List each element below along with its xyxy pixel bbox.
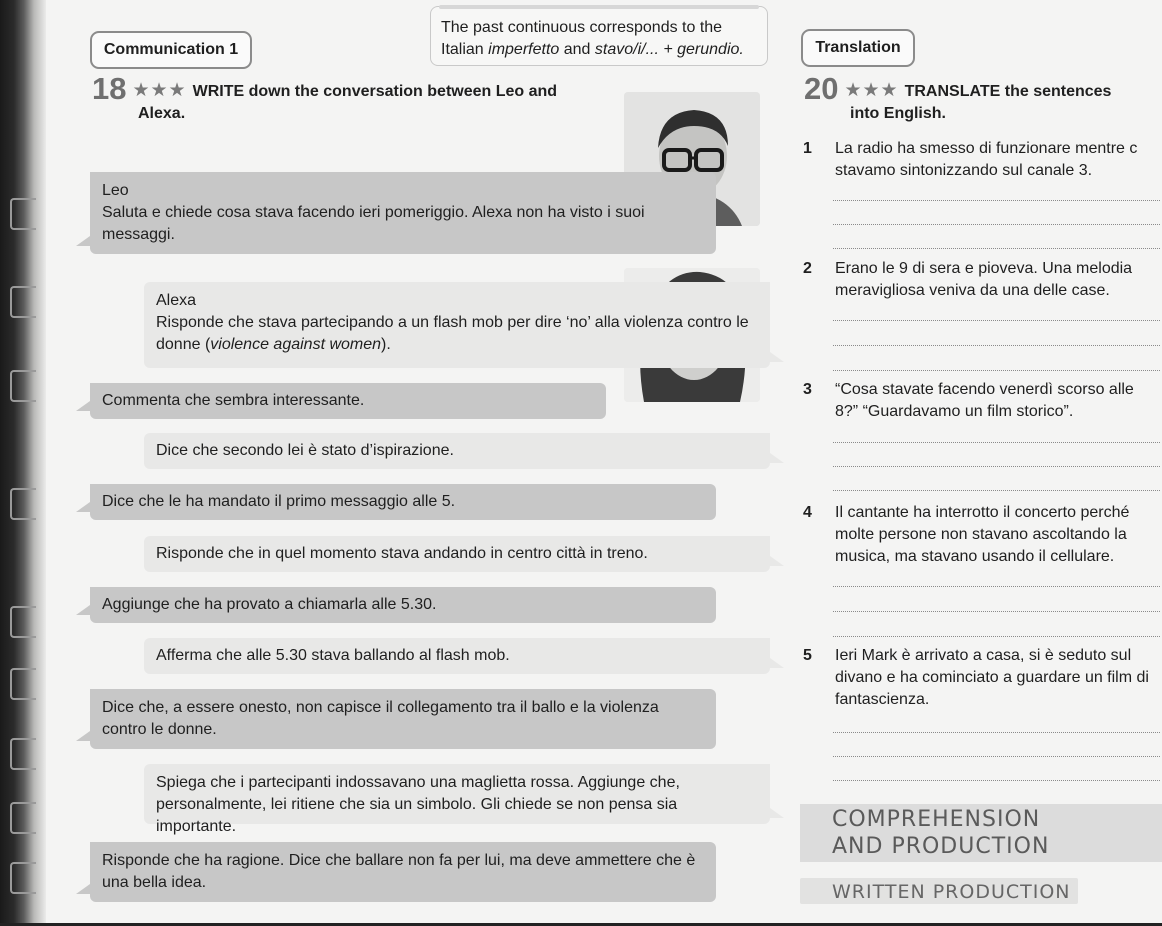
alexa-bubble: Risponde che in quel momento stava andando in centro città in treno. xyxy=(144,536,770,572)
answer-line[interactable] xyxy=(833,224,1160,225)
answer-line[interactable] xyxy=(833,780,1160,781)
item-number: 2 xyxy=(803,260,812,277)
spine-mark xyxy=(10,286,36,318)
alexa-bubble: Afferma che alle 5.30 stava ballando al flash mob. xyxy=(144,638,770,674)
answer-line[interactable] xyxy=(833,466,1160,467)
leo-bubble: Aggiunge che ha provato a chiamarla alle 5.30. xyxy=(90,587,716,623)
translation-item xyxy=(803,645,1161,711)
item-text: “Cosa stavate facendo venerdì scorso alle 8?” “Guardavamo un film storico”. xyxy=(835,381,1134,420)
speaker-name: Leo xyxy=(102,182,129,199)
answer-line[interactable] xyxy=(833,370,1160,371)
item-number: 3 xyxy=(803,381,812,398)
spine-mark xyxy=(10,606,36,638)
leo-bubble: Risponde che ha ragione. Dice che ballare non fa per lui, ma deve ammettere che è una bella idea. xyxy=(90,842,716,902)
leo-bubble: Dice che le ha mandato il primo messaggio alle 5. xyxy=(90,484,716,520)
leo-bubble: Dice che, a essere onesto, non capisce il collegamento tra il ballo e la violenza contro le donne. xyxy=(90,689,716,749)
answer-line[interactable] xyxy=(833,732,1160,733)
spine-mark xyxy=(10,488,36,520)
exercise-instruction: Alexa. xyxy=(138,105,186,122)
item-number: 4 xyxy=(803,504,812,521)
section-label: Communication 1 xyxy=(90,31,252,69)
spine-mark xyxy=(10,738,36,770)
subsection-title: WRITTEN PRODUCTION xyxy=(832,881,1071,903)
translation-item xyxy=(803,502,1161,568)
leo-bubble: Commenta che sembra interessante. xyxy=(90,383,606,419)
spine-mark xyxy=(10,668,36,700)
exercise-instruction: into English. xyxy=(850,105,946,122)
answer-line[interactable] xyxy=(833,611,1160,612)
spine-mark xyxy=(10,802,36,834)
speaker-name: Alexa xyxy=(156,292,197,309)
difficulty-stars-icon: ★★★ xyxy=(844,80,899,101)
page-spine xyxy=(0,0,46,926)
spine-mark xyxy=(10,198,36,230)
answer-line[interactable] xyxy=(833,248,1160,249)
translation-item xyxy=(803,258,1161,302)
grammar-note xyxy=(430,6,768,66)
answer-line[interactable] xyxy=(833,345,1160,346)
exercise-number: 18 xyxy=(92,71,127,106)
grammar-note-line2: Italian imperfetto and stavo/i/... + gerundio. xyxy=(441,41,744,58)
spine-mark xyxy=(10,370,36,402)
bubble-text: Saluta e chiede cosa stava facendo ieri pomeriggio. Alexa non ha visto i suoi messaggi. xyxy=(102,204,645,243)
translation-item xyxy=(803,138,1161,182)
leo-bubble xyxy=(90,172,716,254)
item-text: Il cantante ha interrotto il concerto perché molte persone non stavano ascoltando la musica, ma stavano usando il cellulare. xyxy=(835,504,1130,565)
exercise-number: 20 xyxy=(804,71,839,106)
spine-mark xyxy=(10,862,36,894)
difficulty-stars-icon: ★★★ xyxy=(132,80,187,101)
translation-item xyxy=(803,379,1161,423)
alexa-bubble: Dice che secondo lei è stato d’ispirazione. xyxy=(144,433,770,469)
answer-line[interactable] xyxy=(833,320,1160,321)
grammar-note-line1: The past continuous corresponds to the xyxy=(441,19,723,36)
exercise-18-heading: 18 ★★★ WRITE down the conversation between Leo and Alexa. xyxy=(92,78,652,125)
item-number: 5 xyxy=(803,647,812,664)
answer-line[interactable] xyxy=(833,442,1160,443)
answer-line[interactable] xyxy=(833,200,1160,201)
item-text: Ieri Mark è arrivato a casa, si è seduto sul divano e ha cominciato a guardare un film di fantascienza. xyxy=(835,647,1149,708)
alexa-bubble xyxy=(144,282,770,368)
answer-line[interactable] xyxy=(833,636,1160,637)
item-text: La radio ha smesso di funzionare mentre c stavamo sintonizzando sul canale 3. xyxy=(835,140,1138,179)
item-number: 1 xyxy=(803,140,812,157)
item-text: Erano le 9 di sera e pioveva. Una melodia meravigliosa veniva da una delle case. xyxy=(835,260,1133,299)
section-title: COMPREHENSION AND PRODUCTION xyxy=(832,807,1050,859)
translation-label: Translation xyxy=(801,29,915,67)
bubble-text: Risponde che stava partecipando a un flash mob per dire ‘no’ alla violenza contro le donne (violence against women). xyxy=(156,314,749,353)
alexa-bubble: Spiega che i partecipanti indossavano una maglietta rossa. Aggiunge che, personalmente, lei ritiene che sia un simbolo. Gli chiede se non pensa sia importante. xyxy=(144,764,770,824)
answer-line[interactable] xyxy=(833,756,1160,757)
exercise-20-heading: 20 ★★★ TRANSLATE the sentences into English. xyxy=(804,78,1162,125)
answer-line[interactable] xyxy=(833,586,1160,587)
answer-line[interactable] xyxy=(833,490,1160,491)
